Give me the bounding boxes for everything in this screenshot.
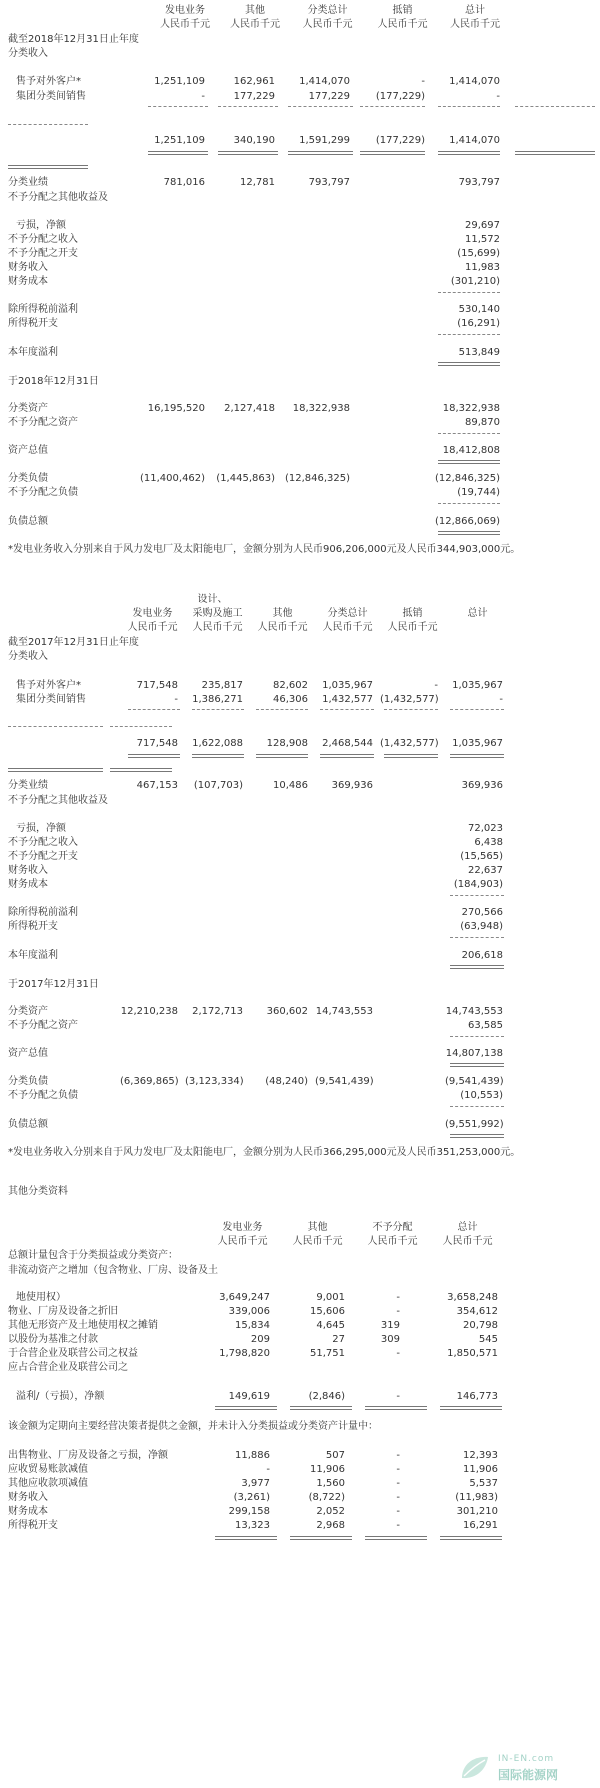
- cell-value: 14,743,553: [315, 1006, 373, 1017]
- cell-value: 2,052: [316, 1506, 345, 1517]
- cell-value: 3,649,247: [219, 1292, 270, 1303]
- rule-line: [288, 106, 353, 107]
- cell-value: 9,001: [316, 1292, 345, 1303]
- row-label: 出售物业、厂房及设备之亏损，净额: [8, 1450, 168, 1461]
- row-label: 地使用权）: [16, 1292, 66, 1303]
- cell-value: (107,703): [193, 780, 243, 791]
- cell-value: (1,445,863): [216, 473, 275, 484]
- cell-value: 11,906: [310, 1464, 345, 1475]
- row-label: 集团分类间销售: [16, 91, 86, 102]
- col-header-prefix: 设计、: [197, 594, 228, 605]
- row-label: 不予分配之其他收益及: [8, 192, 108, 203]
- double-rule: [515, 151, 595, 155]
- watermark-site: IN-EN.com: [498, 1754, 555, 1764]
- row-label: 分类业绩: [8, 177, 48, 188]
- double-rule: [438, 531, 500, 535]
- col-header-other: 其他: [245, 5, 265, 16]
- cell-value: 72,023: [468, 823, 503, 834]
- double-rule: [450, 1134, 504, 1138]
- rule-line: [438, 433, 500, 434]
- cell-value: -: [496, 91, 500, 102]
- cell-value: -: [266, 1464, 270, 1475]
- cell-value: (12,846,325): [284, 473, 350, 484]
- rule-line: [515, 106, 595, 107]
- cell-value: (3,123,334): [185, 1076, 244, 1087]
- unit-label: 人民币千元: [192, 622, 243, 633]
- cell-value: 1,386,271: [192, 694, 243, 705]
- rule-line: [450, 937, 504, 938]
- cell-value: 46,306: [273, 694, 308, 705]
- cell-value: 12,781: [240, 177, 275, 188]
- row-label: 溢利/（亏损），净额: [16, 1391, 105, 1402]
- unit-label: 人民币千元: [442, 1236, 493, 1247]
- double-rule: [215, 1536, 277, 1540]
- cell-value: 781,016: [163, 177, 205, 188]
- unit-label: 人民币千元: [257, 622, 308, 633]
- col-header-total: 总计: [457, 1222, 478, 1233]
- row-label: 应收贸易账款减值: [8, 1464, 88, 1475]
- cell-value: 16,291: [463, 1520, 498, 1531]
- cell-value: -: [396, 1506, 400, 1517]
- cell-value: 3,658,248: [447, 1292, 498, 1303]
- cell-value: 162,961: [233, 76, 275, 87]
- double-rule: [256, 754, 308, 758]
- cell-value: (1,432,577): [380, 694, 439, 705]
- watermark: [458, 1752, 596, 1784]
- row-label: 资产总值: [8, 1048, 48, 1059]
- rule-line: [450, 1036, 504, 1037]
- rule-line: [192, 709, 244, 710]
- row-label: 财务收入: [8, 262, 48, 273]
- section-label: 分类收入: [8, 48, 48, 59]
- cell-value: 15,606: [310, 1306, 345, 1317]
- cell-value: 369,936: [461, 780, 503, 791]
- cell-value: -: [396, 1492, 400, 1503]
- cell-value: (10,553): [460, 1090, 503, 1101]
- cell-value: 1,251,109: [154, 135, 205, 146]
- row-label: 不予分配之资产: [8, 417, 78, 428]
- double-rule: [288, 151, 353, 155]
- cell-value: -: [396, 1464, 400, 1475]
- cell-value: 15,834: [235, 1320, 270, 1331]
- cell-value: 177,229: [308, 91, 350, 102]
- cell-value: 14,743,553: [445, 1006, 503, 1017]
- date-label: 于2017年12月31日: [8, 979, 99, 990]
- row-label: 财务成本: [8, 879, 48, 890]
- double-rule: [8, 768, 103, 772]
- cell-value: 1,414,070: [449, 135, 500, 146]
- rule-line: [128, 709, 180, 710]
- cell-value: (9,541,439): [445, 1076, 504, 1087]
- cell-value: 299,158: [228, 1506, 270, 1517]
- cell-value: (15,565): [460, 851, 503, 862]
- col-header-epc: 采购及施工: [192, 608, 243, 619]
- double-rule: [290, 1406, 352, 1410]
- cell-value: 177,229: [233, 91, 275, 102]
- row-label: 所得税开支: [8, 921, 58, 932]
- unit-label: 人民币千元: [377, 19, 428, 30]
- row-label: 所得税开支: [8, 318, 58, 329]
- cell-value: -: [499, 694, 503, 705]
- cell-value: 1,591,299: [299, 135, 350, 146]
- row-label: 本年度溢利: [8, 347, 58, 358]
- row-label: 不予分配之其他收益及: [8, 795, 108, 806]
- double-rule: [450, 965, 504, 969]
- cell-value: 3,977: [241, 1478, 270, 1489]
- note-text: 该金额为定期向主要经营决策者提供之金额，并未计入分类损益或分类资产计量中：: [8, 1421, 378, 1432]
- cell-value: -: [396, 1478, 400, 1489]
- cell-value: 63,585: [468, 1020, 503, 1031]
- cell-value: 369,936: [331, 780, 373, 791]
- cell-value: 12,210,238: [120, 1006, 178, 1017]
- cell-value: 16,195,520: [147, 403, 205, 414]
- cell-value: 149,619: [228, 1391, 270, 1402]
- rule-line: [450, 709, 504, 710]
- row-label: 本年度溢利: [8, 950, 58, 961]
- cell-value: 354,612: [456, 1306, 498, 1317]
- row-label: 总额计量包含于分类损益或分类资产：: [8, 1250, 178, 1261]
- cell-value: 507: [325, 1450, 345, 1461]
- cell-value: (3,261): [233, 1492, 270, 1503]
- double-rule: [384, 754, 438, 758]
- row-label: 负债总额: [8, 516, 48, 527]
- period-label: 截至2018年12月31日止年度: [8, 34, 139, 45]
- row-label: 物业、厂房及设备之折旧: [8, 1306, 118, 1317]
- unit-label: 人民币千元: [367, 1236, 418, 1247]
- row-label: 其他无形资产及土地使用权之摊销: [8, 1320, 158, 1331]
- rule-line: [256, 709, 308, 710]
- cell-value: 360,602: [266, 1006, 308, 1017]
- cell-value: (1,432,577): [380, 738, 439, 749]
- row-label: 财务收入: [8, 1492, 48, 1503]
- cell-value: (9,551,992): [445, 1119, 504, 1130]
- double-rule: [320, 754, 374, 758]
- cell-value: (177,229): [375, 91, 425, 102]
- col-header-power: 发电业务: [132, 608, 173, 619]
- cell-value: -: [396, 1450, 400, 1461]
- double-rule: [365, 1406, 427, 1410]
- cell-value: 793,797: [308, 177, 350, 188]
- cell-value: 1,035,967: [452, 738, 503, 749]
- cell-value: 235,817: [201, 680, 243, 691]
- double-rule: [8, 165, 88, 169]
- cell-value: (177,229): [375, 135, 425, 146]
- cell-value: 340,190: [233, 135, 275, 146]
- col-header-other: 其他: [307, 1222, 328, 1233]
- row-label: 不予分配之负债: [8, 487, 78, 498]
- row-label: 集团分类间销售: [16, 694, 86, 705]
- unit-label: 人民币千元: [322, 622, 373, 633]
- rule-line: [110, 726, 172, 727]
- rule-line: [384, 709, 438, 710]
- cell-value: (12,866,069): [434, 516, 500, 527]
- double-rule: [438, 151, 500, 155]
- cell-value: -: [201, 91, 205, 102]
- rule-line: [438, 334, 500, 335]
- cell-value: 467,153: [136, 780, 178, 791]
- col-header-power: 发电业务: [165, 5, 205, 16]
- cell-value: 717,548: [136, 680, 178, 691]
- cell-value: 1,850,571: [447, 1348, 498, 1359]
- double-rule: [438, 362, 500, 366]
- rule-line: [438, 106, 500, 107]
- unit-label: 人民币千元: [217, 1236, 268, 1247]
- cell-value: 1,251,109: [154, 76, 205, 87]
- cell-value: (8,722): [308, 1492, 345, 1503]
- double-rule: [192, 754, 244, 758]
- cell-value: -: [396, 1520, 400, 1531]
- cell-value: (11,983): [455, 1492, 498, 1503]
- rule-line: [450, 1106, 504, 1107]
- row-label: 财务收入: [8, 865, 48, 876]
- cell-value: 5,537: [469, 1478, 498, 1489]
- double-rule: [438, 460, 500, 464]
- cell-value: 10,486: [273, 780, 308, 791]
- cell-value: (301,210): [450, 276, 500, 287]
- cell-value: 11,572: [465, 234, 500, 245]
- cell-value: 1,414,070: [299, 76, 350, 87]
- cell-value: (63,948): [460, 921, 503, 932]
- row-label: 非流动资产之增加（包含物业、厂房、设备及土: [8, 1265, 218, 1276]
- row-label: 分类业绩: [8, 780, 48, 791]
- col-header-unallocated: 不予分配: [372, 1222, 413, 1233]
- rule-line: [148, 106, 208, 107]
- row-label: 亏损，净额: [16, 220, 66, 231]
- cell-value: 128,908: [266, 738, 308, 749]
- cell-value: 545: [478, 1334, 498, 1345]
- col-header-segment-total: 分类总计: [307, 5, 348, 16]
- cell-value: 6,438: [474, 837, 503, 848]
- rule-line: [450, 895, 504, 896]
- cell-value: (15,699): [457, 248, 500, 259]
- col-header-other: 其他: [272, 608, 293, 619]
- cell-value: 18,322,938: [292, 403, 350, 414]
- cell-value: 89,870: [465, 417, 500, 428]
- row-label: 负债总额: [8, 1119, 48, 1130]
- row-label: 不予分配之收入: [8, 837, 78, 848]
- cell-value: 1,035,967: [322, 680, 373, 691]
- row-label: 于合营企业及联营公司之权益: [8, 1348, 138, 1359]
- col-header-elimination: 抵销: [402, 608, 423, 619]
- cell-value: 13,323: [235, 1520, 270, 1531]
- cell-value: 530,140: [458, 304, 500, 315]
- cell-value: 793,797: [458, 177, 500, 188]
- cell-value: 717,548: [136, 738, 178, 749]
- cell-value: -: [421, 76, 425, 87]
- cell-value: (2,846): [308, 1391, 345, 1402]
- cell-value: 11,983: [465, 262, 500, 273]
- cell-value: 22,637: [468, 865, 503, 876]
- unit-label: 人民币千元: [230, 19, 280, 30]
- cell-value: 11,906: [463, 1464, 498, 1475]
- row-label: 不予分配之资产: [8, 1020, 78, 1031]
- cell-value: -: [396, 1348, 400, 1359]
- rule-line: [320, 709, 374, 710]
- unit-label: 人民币千元: [160, 19, 210, 30]
- cell-value: 14,807,138: [445, 1048, 503, 1059]
- rule-line: [218, 106, 278, 107]
- cell-value: 1,622,088: [192, 738, 243, 749]
- cell-value: (9,541,439): [315, 1076, 374, 1087]
- row-label: 分类负债: [8, 1076, 48, 1087]
- cell-value: (11,400,462): [140, 473, 206, 484]
- row-label: 售予对外客户*: [16, 680, 81, 691]
- cell-value: 11,886: [235, 1450, 270, 1461]
- cell-value: (16,291): [457, 318, 500, 329]
- cell-value: 18,412,808: [442, 445, 500, 456]
- cell-value: -: [396, 1391, 400, 1402]
- cell-value: 4,645: [316, 1320, 345, 1331]
- col-header-elimination: 抵销: [392, 5, 413, 16]
- cell-value: 206,618: [461, 950, 503, 961]
- row-label: 亏损，净额: [16, 823, 66, 834]
- cell-value: 1,798,820: [219, 1348, 270, 1359]
- double-rule: [128, 754, 180, 758]
- row-label: 财务成本: [8, 1506, 48, 1517]
- cell-value: -: [174, 694, 178, 705]
- double-rule: [450, 754, 504, 758]
- rule-line: [8, 124, 88, 125]
- row-label: 不予分配之开支: [8, 248, 78, 259]
- cell-value: 146,773: [456, 1391, 498, 1402]
- rule-line: [8, 726, 103, 727]
- cell-value: 1,560: [316, 1478, 345, 1489]
- cell-value: 339,006: [228, 1306, 270, 1317]
- cell-value: 27: [332, 1334, 345, 1345]
- unit-label: 人民币千元: [387, 622, 438, 633]
- row-label: 除所得税前溢利: [8, 304, 78, 315]
- col-header-total: 总计: [465, 5, 485, 16]
- period-label: 截至2017年12月31日止年度: [8, 637, 139, 648]
- rule-line: [360, 106, 425, 107]
- cell-value: -: [396, 1292, 400, 1303]
- col-header-total: 总计: [467, 608, 488, 619]
- cell-value: 2,968: [316, 1520, 345, 1531]
- double-rule: [450, 1063, 504, 1067]
- row-label: 除所得税前溢利: [8, 907, 78, 918]
- cell-value: (6,369,865): [120, 1076, 179, 1087]
- unit-label: 人民币千元: [127, 622, 178, 633]
- section-title: 其他分类资料: [8, 1186, 68, 1197]
- cell-value: 20,798: [463, 1320, 498, 1331]
- cell-value: 2,127,418: [224, 403, 275, 414]
- unit-label: 人民币千元: [450, 19, 500, 30]
- unit-label: 人民币千元: [292, 1236, 343, 1247]
- cell-value: 51,751: [310, 1348, 345, 1359]
- row-label: 资产总值: [8, 445, 48, 456]
- col-header-power: 发电业务: [222, 1222, 263, 1233]
- cell-value: (12,846,325): [434, 473, 500, 484]
- rule-line: [438, 292, 500, 293]
- row-label: 所得税开支: [8, 1520, 58, 1531]
- row-label: 财务成本: [8, 276, 48, 287]
- section-label: 分类收入: [8, 651, 48, 662]
- cell-value: -: [434, 680, 438, 691]
- cell-value: 29,697: [465, 220, 500, 231]
- cell-value: 301,210: [456, 1506, 498, 1517]
- double-rule: [440, 1536, 502, 1540]
- col-header-segment-total: 分类总计: [327, 608, 368, 619]
- cell-value: 1,432,577: [322, 694, 373, 705]
- rule-line: [438, 503, 500, 504]
- cell-value: 2,172,713: [192, 1006, 243, 1017]
- double-rule: [360, 151, 425, 155]
- cell-value: 82,602: [273, 680, 308, 691]
- cell-value: -: [396, 1306, 400, 1317]
- double-rule: [440, 1406, 502, 1410]
- date-label: 于2018年12月31日: [8, 376, 99, 387]
- double-rule: [290, 1536, 352, 1540]
- double-rule: [110, 768, 172, 772]
- row-label: 售予对外客户*: [16, 76, 81, 87]
- row-label: 分类资产: [8, 1006, 48, 1017]
- cell-value: 270,566: [461, 907, 503, 918]
- cell-value: 319: [380, 1320, 400, 1331]
- row-label: 分类负债: [8, 473, 48, 484]
- cell-value: 2,468,544: [322, 738, 373, 749]
- leaf-logo-icon: [458, 1754, 492, 1782]
- cell-value: 1,035,967: [452, 680, 503, 691]
- row-label: 应占合营企业及联营公司之: [8, 1362, 128, 1373]
- row-label: 其他应收款项减值: [8, 1478, 88, 1489]
- row-label: 不予分配之收入: [8, 234, 78, 245]
- double-rule: [365, 1536, 427, 1540]
- watermark-brand: 国际能源网: [498, 1768, 559, 1782]
- double-rule: [215, 1406, 277, 1410]
- row-label: 不予分配之负债: [8, 1090, 78, 1101]
- unit-label: 人民币千元: [302, 19, 353, 30]
- footnote: *发电业务收入分别来自于风力发电厂及太阳能电厂，金额分别为人民币906,206,000元及人民币344,903,000元。: [8, 544, 521, 555]
- cell-value: 513,849: [458, 347, 500, 358]
- row-label: 分类资产: [8, 403, 48, 414]
- cell-value: (48,240): [265, 1076, 308, 1087]
- footnote: *发电业务收入分别来自于风力发电厂及太阳能电厂，金额分别为人民币366,295,000元及人民币351,253,000元。: [8, 1147, 521, 1158]
- cell-value: 309: [380, 1334, 400, 1345]
- cell-value: 209: [250, 1334, 270, 1345]
- double-rule: [218, 151, 278, 155]
- row-label: 以股份为基准之付款: [8, 1334, 98, 1345]
- row-label: 不予分配之开支: [8, 851, 78, 862]
- cell-value: 18,322,938: [442, 403, 500, 414]
- double-rule: [148, 151, 208, 155]
- cell-value: (19,744): [457, 487, 500, 498]
- cell-value: (184,903): [453, 879, 503, 890]
- cell-value: 12,393: [463, 1450, 498, 1461]
- cell-value: 1,414,070: [449, 76, 500, 87]
